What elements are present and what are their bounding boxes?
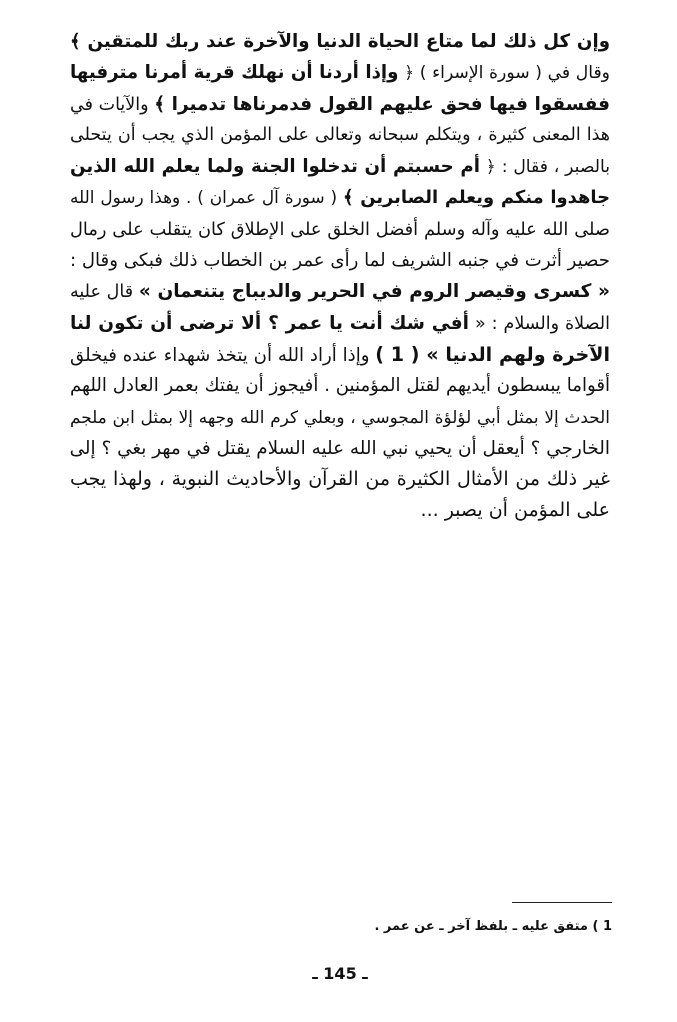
line-12-part-1: أقواما يبسطون أيديهم لقتل المؤمنين . أفيجوز أن يفتك بعمر العادل اللهم bbox=[70, 375, 610, 397]
text-line-10 bbox=[70, 308, 610, 339]
line-11-part-1: الآخرة ولهم الدنيا » ( 1 ) bbox=[375, 342, 610, 366]
line-5-part-2: أم حسبتم أن تدخلوا الجنة ولما يعلم الله الذين bbox=[70, 156, 480, 178]
line-1-part-1: وإن كل ذلك لما متاع الحياة الدنيا والآخرة عند ربك للمتقين ﴾ bbox=[70, 31, 610, 52]
text-line-7 bbox=[70, 214, 610, 245]
line-14-part-1: الخارجي ؟ أيعقل أن يحيي نبي الله عليه السلام يقتل في مهر بغي ؟ إلى bbox=[70, 437, 610, 459]
text-line-11 bbox=[70, 339, 610, 370]
line-9-part-1: « كسرى وقيصر الروم في الحرير والديباج يتنعمان » bbox=[138, 281, 610, 303]
text-line-1 bbox=[70, 26, 610, 57]
text-line-15 bbox=[70, 464, 610, 495]
text-line-9 bbox=[70, 276, 610, 307]
line-3-part-2: والآيات في bbox=[70, 94, 155, 115]
text-line-14 bbox=[70, 433, 610, 464]
text-line-6 bbox=[70, 182, 610, 213]
line-13-part-1: الحدث إلا بمثل أبي لؤلؤة المجوسي ، وبعلي كرم الله وجهه إلا بمثل ابن ملجم bbox=[70, 406, 610, 427]
text-line-3 bbox=[70, 89, 610, 120]
line-15-part-1: غير ذلك من الأمثال الكثيرة من القرآن والأحاديث النبوية ، ولهذا يجب bbox=[70, 468, 610, 491]
line-16-part-1: على المؤمن أن يصبر ... bbox=[420, 499, 610, 522]
text-line-13 bbox=[70, 402, 610, 433]
text-line-8 bbox=[70, 245, 610, 276]
line-7-part-1: صلى الله عليه وآله وسلم أفضل الخلق على الإطلاق كان يتقلب على رمال bbox=[70, 218, 610, 240]
line-2-part-1: وقال في ( سورة الإسراء ) ﴿ bbox=[398, 63, 610, 84]
text-line-4 bbox=[70, 120, 610, 151]
text-line-12 bbox=[70, 370, 610, 401]
footnote-divider bbox=[512, 902, 612, 903]
line-3-part-1: ففسقوا فيها فحق عليهم القول فدمرناها تدميرا ﴾ bbox=[154, 93, 610, 115]
line-9-part-2: قال عليه bbox=[70, 282, 139, 303]
line-5-part-1: بالصبر ، فقال : ﴿ bbox=[479, 157, 610, 178]
line-2-part-2: وإذا أردنا أن نهلك قرية أمرنا مترفيها bbox=[70, 62, 399, 84]
text-line-16 bbox=[70, 495, 610, 526]
line-6-part-1: جاهدوا منكم ويعلم الصابرين ﴾ bbox=[343, 187, 610, 209]
line-11-part-2: وإذا أراد الله أن يتخذ شهداء عنده فيخلق bbox=[70, 344, 376, 366]
line-6-part-2: ( سورة آل عمران ) . وهذا رسول الله bbox=[70, 187, 343, 208]
text-line-5 bbox=[70, 151, 610, 182]
footnote: 1 ) متفق عليه ـ بلفظ آخر ـ عن عمر . bbox=[374, 919, 612, 934]
page-number: ـ 145 ـ bbox=[312, 964, 368, 983]
line-10-part-1: الصلاة والسلام : « bbox=[468, 313, 610, 334]
body-text bbox=[70, 26, 610, 527]
line-8-part-1: حصير أثرت في جنبه الشريف لما رأى عمر بن الخطاب ذلك فبكى وقال : bbox=[70, 250, 610, 272]
line-10-part-2: أفي شك أنت يا عمر ؟ ألا ترضى أن تكون لنا bbox=[70, 312, 469, 334]
line-4-part-1: هذا المعنى كثيرة ، ويتكلم سبحانه وتعالى على المؤمن الذي يجب أن يتحلى bbox=[70, 124, 610, 145]
text-line-2 bbox=[70, 57, 610, 88]
